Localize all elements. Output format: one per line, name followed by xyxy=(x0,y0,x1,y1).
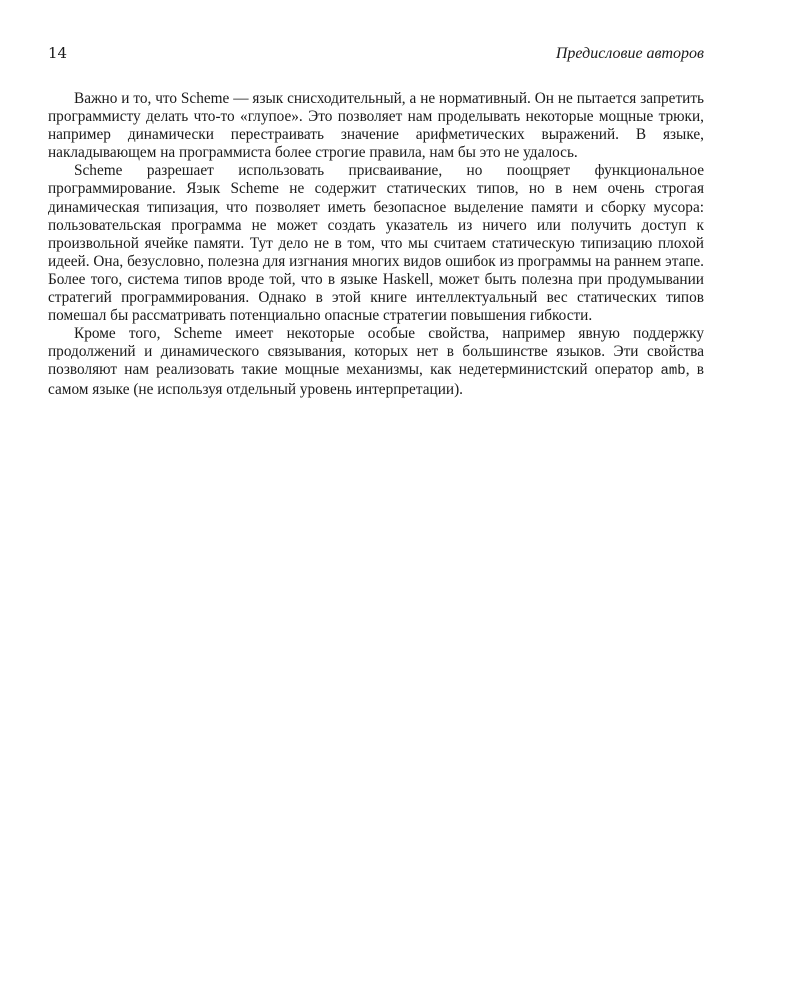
book-page xyxy=(48,44,704,399)
paragraph-3-text-after-code: , в самом языке (не используя отдельный уровень интерпретации). xyxy=(48,361,704,398)
page-number: 14 xyxy=(48,44,68,62)
paragraph-1: Важно и то, что Scheme — язык снисходительный, а не нормативный. Он не пытается запретить программисту делать что-то «глупое». Это позволяет нам проделывать некоторые мощные трюки, например динамически перестраивать значение арифметических выражений. В языке, накладывающем на программиста более строгие правила, нам бы это не удалось. xyxy=(48,90,704,162)
running-header xyxy=(48,44,704,68)
body-text xyxy=(48,90,704,399)
inline-code-amb: amb xyxy=(660,363,686,380)
running-title: Предисловие авторов xyxy=(555,45,704,62)
paragraph-3-text-before-code: Кроме того, Scheme имеет некоторые особые свойства, например явную поддержку продолжений и динамического связывания, которых нет в большинстве языков. Эти свойства позволяют нам реализовать такие мощные механизмы, как недетерминистский оператор xyxy=(48,325,704,379)
paragraph-2: Scheme разрешает использовать присваивание, но поощряет функциональное программирование. Язык Scheme не содержит статических типов, но в нем очень строгая динамическая типизация, что позволяет иметь безопасное выделение памяти и сборку мусора: пользовательская программа не может создать указатель из ничего или получить доступ к произвольной ячейке памяти. Тут дело не в том, что мы считаем статическую типизацию плохой идеей. Она, безусловно, полезна для изгнания многих видов ошибок из программы на раннем этапе. Более того, система типов вроде той, что в языке Haskell, может быть полезна при продумывании стратегий программирования. Однако в этой книге интеллектуальный вес статических типов помешал бы рассматривать потенциально опасные стратегии повышения гибкости. xyxy=(48,162,704,325)
paragraph-3 xyxy=(48,325,704,398)
